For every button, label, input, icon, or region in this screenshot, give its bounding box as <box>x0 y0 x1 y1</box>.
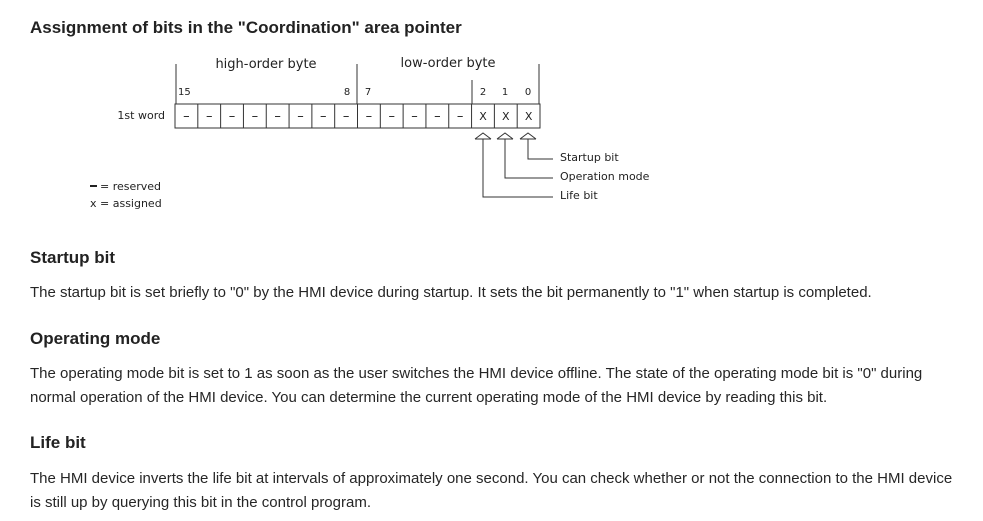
bit-number-15: 15 <box>178 87 191 98</box>
bit-cell-7: – <box>365 109 373 124</box>
bit-number-2: 2 <box>479 87 487 98</box>
section-text-startup-bit: The startup bit is set briefly to "0" by the HMI device during startup. It sets the bit permanently to "1" when startup is completed. <box>30 284 872 301</box>
bit-number-0: 0 <box>524 87 532 98</box>
legend-reserved: = reserved <box>100 180 162 193</box>
bit2-arrow-icon <box>475 133 491 139</box>
bit-cell-3: – <box>456 109 464 124</box>
bit-cell-1: X <box>502 110 510 123</box>
section-heading-life-bit: Life bit <box>30 433 86 452</box>
startup-bit-callout: Startup bit <box>560 151 619 164</box>
bit-cell-14: – <box>205 109 213 124</box>
section-text-life-bit: The HMI device inverts the life bit at intervals of approximately one second. You can check whether or not the connection to the HMI device is still up by querying this bit in the control program. <box>30 470 953 511</box>
bit0-arrow-icon <box>520 133 536 139</box>
bit-cell-4: – <box>434 109 441 124</box>
bit1-arrow-icon <box>497 133 513 139</box>
page-title: Assignment of bits in the "Coordination" area pointer <box>30 18 462 37</box>
low-order-byte-label: low-order byte <box>400 56 496 71</box>
section-text-operating-mode: The operating mode bit is set to 1 as soon as the user switches the HMI device offline. The state of the operating mode bit is "0" during normal operation of the HMI device. You can determine the current operating mode of the HMI device by reading this bit. <box>30 365 923 406</box>
bit-number-7: 7 <box>364 87 372 98</box>
bit-cell-13: – <box>228 109 236 124</box>
bit-cell-2: X <box>479 110 487 123</box>
bit-cell-10: – <box>297 109 304 124</box>
bit-assignment-diagram <box>0 0 983 230</box>
high-order-byte-label: high-order byte <box>215 57 317 72</box>
bit-cell-9: – <box>320 109 327 124</box>
bit-cell-6: – <box>388 109 395 124</box>
life-bit-callout: Life bit <box>560 189 598 202</box>
operation-mode-callout: Operation mode <box>560 170 650 183</box>
bit-cell-12: – <box>251 109 259 124</box>
bit-cell-15: – <box>183 109 190 124</box>
first-word-label: 1st word <box>117 109 165 122</box>
bit-number-1: 1 <box>501 87 509 98</box>
legend-assigned: x = assigned <box>90 197 162 210</box>
section-heading-startup-bit: Startup bit <box>30 248 115 267</box>
bit-cell-5: – <box>411 109 418 124</box>
bit-cell-0: X <box>524 110 533 123</box>
bit-cell-11: – <box>274 109 281 124</box>
bit-number-8: 8 <box>343 87 351 98</box>
bit-cell-8: – <box>342 109 350 124</box>
section-heading-operating-mode: Operating mode <box>30 329 161 348</box>
